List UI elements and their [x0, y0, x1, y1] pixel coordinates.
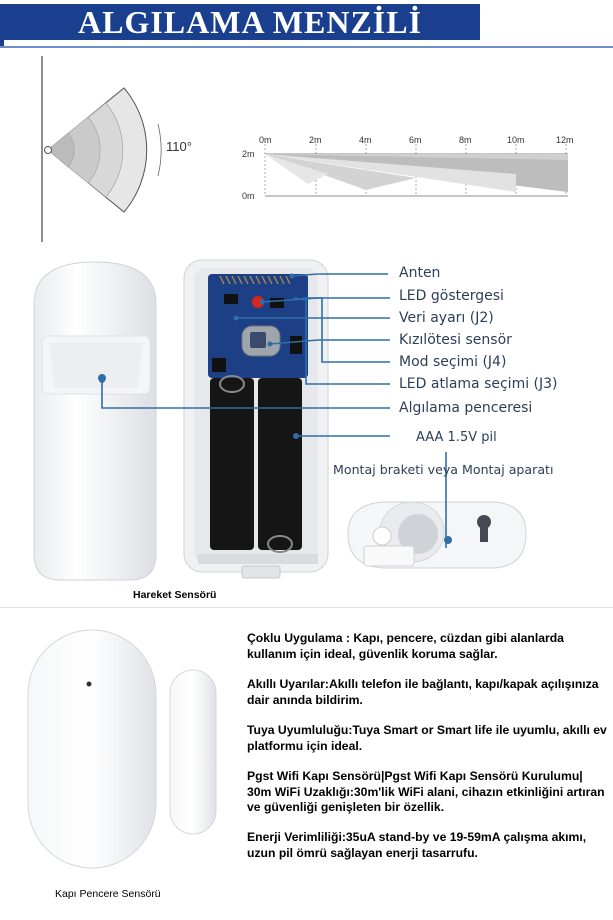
motion-sensor-caption: Hareket Sensörü: [133, 589, 217, 601]
range-distance-label: 8m: [459, 135, 472, 145]
callout-battery: AAA 1.5V pil: [416, 430, 497, 445]
callout-infrared-sensor: Kızılötesi sensör: [399, 332, 512, 348]
callout-mounting-bracket: Montaj braketi veya Montaj aparatı: [333, 462, 554, 477]
feature-multi-use: [247, 631, 607, 662]
motion-sensor-internal-image: [180, 254, 335, 584]
header-underline: [0, 46, 613, 48]
feature-text: Akıllı Uyarılar:Akıllı telefon ile bağlantı, kapı/kapak açılışınıza dair anında bildirim.: [247, 677, 599, 707]
motion-sensor-front-image: [20, 254, 170, 584]
range-distance-label: 4m: [359, 135, 372, 145]
detection-range-diagram: [238, 134, 578, 206]
callout-led-indicator: LED göstergesi: [399, 288, 504, 304]
callout-antenna: Anten: [399, 265, 441, 281]
feature-wifi-range: [247, 769, 607, 816]
range-distance-label: 0m: [259, 135, 272, 145]
section-divider: [0, 607, 613, 608]
feature-energy: [247, 830, 607, 861]
callout-led-jumper: LED atlama seçimi (J3): [399, 376, 558, 392]
range-height-label: 2m: [242, 149, 255, 159]
feature-text: Pgst Wifi Kapı Sensörü|Pgst Wifi Kapı Sensörü Kurulumu| 30m WiFi Uzaklığı:30m'lik WiFi alani, cihazın etkinliğini artıran ve güvenliği genişleten bir özellik.: [247, 769, 605, 814]
mounting-bracket-image: [344, 486, 530, 582]
range-distance-label: 6m: [409, 135, 422, 145]
callout-data-setting: Veri ayarı (J2): [399, 310, 494, 326]
door-sensor-caption: Kapı Pencere Sensörü: [55, 888, 161, 900]
feature-text: Çoklu Uygulama : Kapı, pencere, cüzdan gibi alanlarda kullanım için ideal, güvenlik koruma sağlar.: [247, 631, 564, 661]
range-height-label: 0m: [242, 191, 255, 201]
range-distance-label: 10m: [507, 135, 525, 145]
header-banner: [0, 0, 613, 50]
feature-smart-alerts: [247, 677, 607, 708]
detection-angle-diagram: [40, 54, 170, 244]
range-distance-label: 12m: [556, 135, 574, 145]
page-title: ALGILAMA MENZİLİ: [78, 4, 423, 40]
callout-mode-selection: Mod seçimi (J4): [399, 354, 507, 370]
feature-tuya: [247, 723, 607, 754]
feature-text: Enerji Verimliliği:35uA stand-by ve 19-59mA çalışma akımı, uzun pil ömrü sağlayan enerji tasarrufu.: [247, 830, 587, 860]
feature-text: Tuya Uyumluluğu:Tuya Smart or Smart life ile uyumlu, akıllı ev platformu için ideal.: [247, 723, 607, 753]
door-window-sensor-image: [20, 622, 225, 882]
detection-angle-label: 110°: [166, 139, 192, 154]
callout-detection-window: Algılama penceresi: [399, 400, 533, 416]
range-distance-label: 2m: [309, 135, 322, 145]
